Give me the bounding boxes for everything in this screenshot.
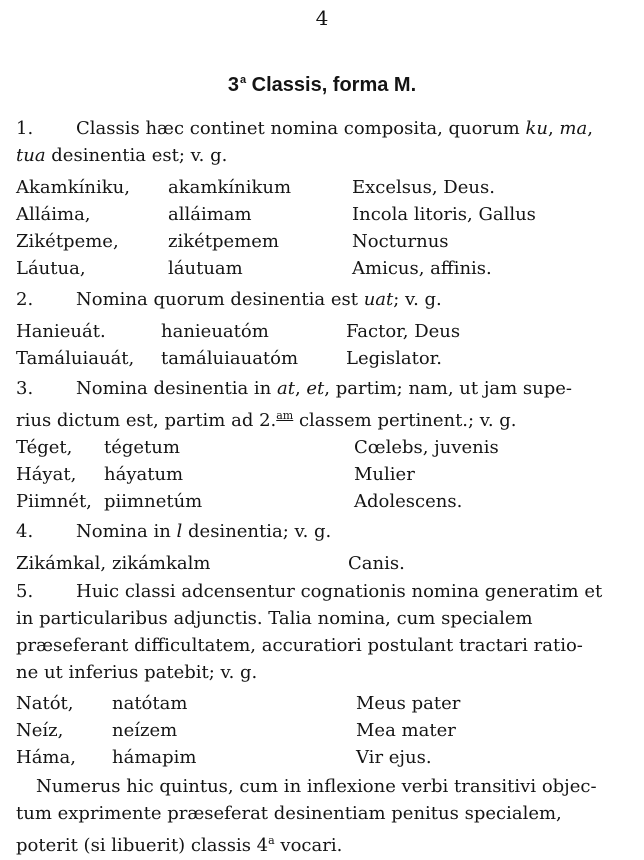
section-5-line-4: ne ut inferius patebit; v. g. <box>16 662 258 683</box>
example-form: tamáluiauatóm <box>161 348 299 369</box>
section-3-line-2 <box>16 402 628 434</box>
section-1-italic-ku: ku <box>525 118 548 139</box>
section-4-text-b: desinentia; v. g. <box>182 521 332 542</box>
section-2-text-a: Nomina quorum desinentia est <box>76 289 364 310</box>
section-1-text-d: desinentia est; v. g. <box>45 145 228 166</box>
example-meaning: Nocturnus <box>352 231 449 252</box>
section-3-text-a: Nomina desinentia in <box>76 378 277 399</box>
example-form: láutuam <box>168 258 243 279</box>
example-form: háyatum <box>104 464 184 485</box>
section-1-line-2 <box>16 142 628 169</box>
example-row <box>16 255 628 282</box>
example-row <box>16 434 628 461</box>
example-word: Háyat, <box>16 464 77 485</box>
example-row <box>16 744 628 771</box>
section-2-number: 2. <box>16 289 34 310</box>
section-3-italic-at: at <box>276 378 295 399</box>
section-1-text-a: Classis hæc continet nomina composita, quorum <box>76 118 526 139</box>
example-row <box>16 201 628 228</box>
section-1-text-b: , <box>547 118 560 139</box>
example-meaning: Mea mater <box>356 720 456 741</box>
example-word: Zikámkal, <box>16 553 107 574</box>
section-3-text-e: classem pertinent.; v. g. <box>293 410 517 431</box>
example-word: Natót, <box>16 693 74 714</box>
section-1-text-c: , <box>587 118 593 139</box>
example-form: hámapim <box>112 747 197 768</box>
closing-line-1: Numerus hic quintus, cum in inflexione verbi transitivi objec- <box>36 776 597 797</box>
example-word: Zikétpeme, <box>16 231 119 252</box>
example-form: neízem <box>112 720 178 741</box>
example-row <box>16 228 628 255</box>
example-meaning: Amicus, affinis. <box>352 258 492 279</box>
section-1-italic-ma: ma <box>559 118 588 139</box>
closing-text-a: poterit (si libuerit) classis 4 <box>16 835 269 856</box>
example-form: alláimam <box>168 204 252 225</box>
example-form: tégetum <box>104 437 180 458</box>
example-row <box>16 550 628 577</box>
example-word: Neíz, <box>16 720 64 741</box>
example-meaning: Adolescens. <box>354 491 463 512</box>
example-row <box>16 717 628 744</box>
example-word: Háma, <box>16 747 76 768</box>
example-meaning: Incola litoris, Gallus <box>352 204 536 225</box>
section-5-text-a: Huic classi adcensentur cognationis nomina generatim et <box>76 581 603 602</box>
example-form: zikámkalm <box>112 553 211 574</box>
example-row <box>16 461 628 488</box>
example-form: akamkínikum <box>168 177 292 198</box>
heading-number: 3 <box>227 74 239 96</box>
section-5-line-3: præseferant difficultatem, accuratiori postulant tractari ratio- <box>16 635 583 656</box>
section-4-line-1 <box>16 518 628 545</box>
example-form: piimnetúm <box>104 491 203 512</box>
example-row <box>16 318 628 345</box>
example-row <box>16 174 628 201</box>
section-4-italic-l: l <box>176 521 183 542</box>
example-word: Hanieuát. <box>16 321 106 342</box>
section-2-text-b: ; v. g. <box>393 289 442 310</box>
example-meaning: Mulier <box>354 464 415 485</box>
page-number: 4 <box>315 6 329 30</box>
example-meaning: Factor, Deus <box>346 321 461 342</box>
section-2-line-1 <box>16 286 628 313</box>
example-row <box>16 690 628 717</box>
section-3-number: 3. <box>16 378 34 399</box>
section-3-text-d: rius dictum est, partim ad 2. <box>16 410 277 431</box>
section-5-line-1 <box>16 578 628 605</box>
section-3-text-b: , <box>294 378 307 399</box>
example-word: Piimnét, <box>16 491 92 512</box>
example-word: Tamáluiauát, <box>16 348 135 369</box>
example-word: Akamkíniku, <box>16 177 130 198</box>
example-word: Láutua, <box>16 258 86 279</box>
closing-line-2: tum exprimente præseferat desinentiam penitus specialem, <box>16 803 562 824</box>
example-word: Alláima, <box>16 204 91 225</box>
closing-line-3 <box>16 827 628 859</box>
section-3-ordinal-superscript: am <box>276 409 294 422</box>
example-row <box>16 345 628 372</box>
example-meaning: Excelsus, Deus. <box>352 177 495 198</box>
section-heading <box>0 74 644 97</box>
example-word: Téget, <box>16 437 73 458</box>
example-form: natótam <box>112 693 188 714</box>
section-1-line-1 <box>16 115 628 142</box>
section-1-italic-tua: tua <box>16 145 46 166</box>
example-meaning: Meus pater <box>356 693 461 714</box>
example-meaning: Cœlebs, juvenis <box>354 437 499 458</box>
section-4-number: 4. <box>16 521 34 542</box>
section-3-line-1 <box>16 375 628 402</box>
section-4-text-a: Nomina in <box>76 521 177 542</box>
section-1-number: 1. <box>16 118 34 139</box>
section-5-line-2: in particularibus adjunctis. Talia nomina, cum specialem <box>16 608 533 629</box>
example-form: hanieuatóm <box>161 321 269 342</box>
closing-ordinal-superscript: a <box>268 834 275 847</box>
example-row <box>16 488 628 515</box>
heading-superscript: a <box>239 74 247 86</box>
example-form: zikétpemem <box>168 231 279 252</box>
example-meaning: Legislator. <box>346 348 443 369</box>
heading-title: Classis, forma M. <box>251 74 417 96</box>
closing-text-b: vocari. <box>274 835 343 856</box>
section-3-text-c: , partim; nam, ut jam supe- <box>324 378 573 399</box>
section-5-number: 5. <box>16 581 34 602</box>
example-meaning: Vir ejus. <box>356 747 432 768</box>
example-meaning: Canis. <box>348 553 405 574</box>
section-3-italic-et: et <box>306 378 325 399</box>
section-2-italic-uat: uat <box>363 289 394 310</box>
